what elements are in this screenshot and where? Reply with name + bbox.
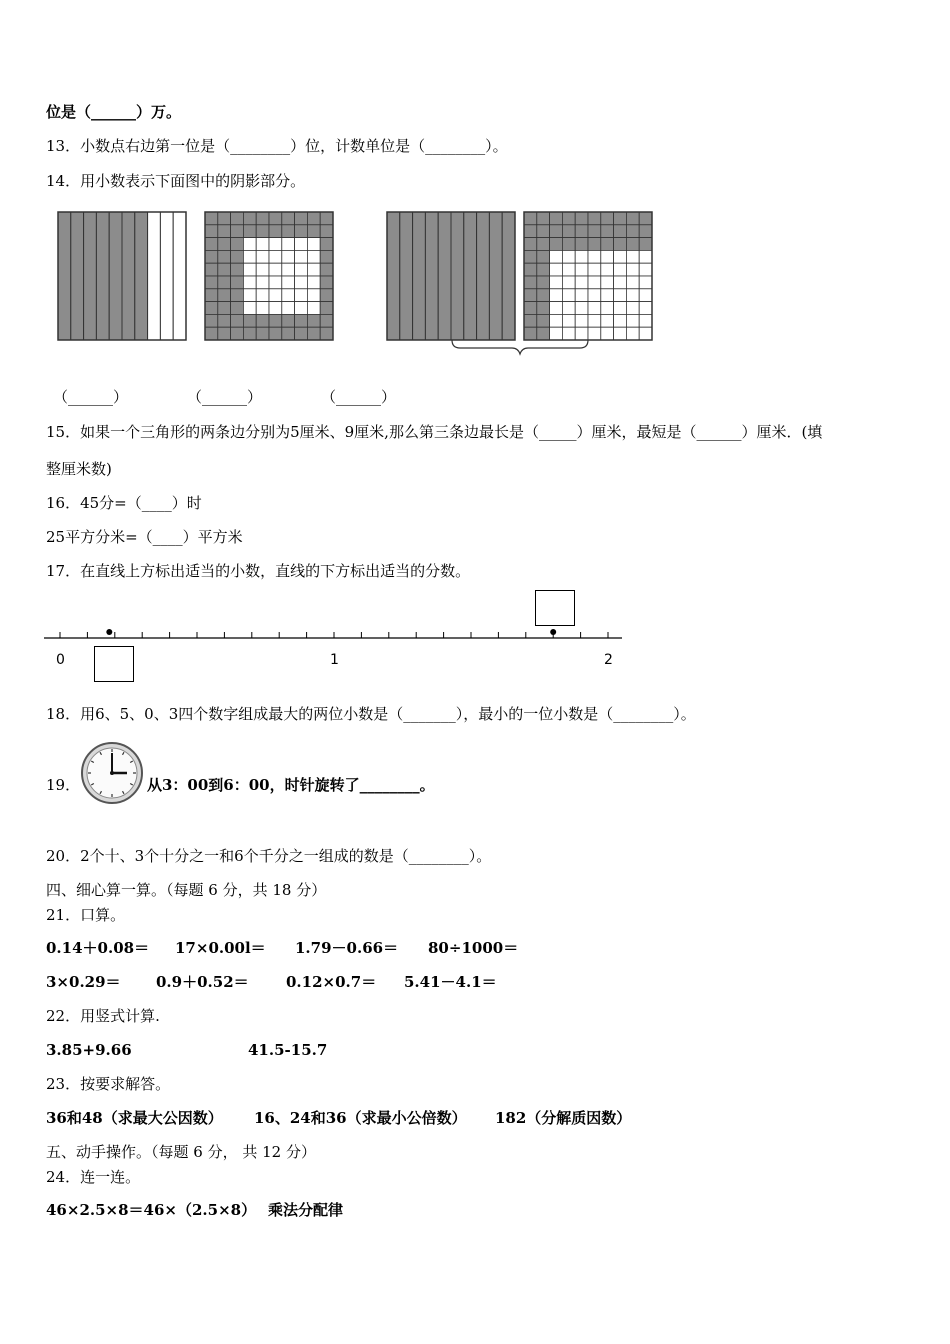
grid-cell [205, 225, 218, 238]
grid-cell [626, 327, 639, 340]
grid-cell [550, 225, 563, 238]
q19-text: 从3：00到6：00，时针旋转了________。 [147, 776, 435, 794]
q12-tail: 位是（______）万。 [46, 103, 182, 121]
grid-cell [562, 276, 575, 289]
tenths-strip-figure-1 [58, 212, 186, 340]
number-line-label-1: 1 [330, 652, 339, 668]
grid-cell [575, 225, 588, 238]
grid-cell [205, 302, 218, 315]
q16-text: 16．45分=（____）时 [46, 494, 202, 512]
grid-cell [639, 276, 652, 289]
grid-cell [243, 276, 256, 289]
oral-item: 1.79－0.66＝ [295, 939, 399, 957]
grid-cell [269, 276, 282, 289]
grid-cell [614, 276, 627, 289]
grid-cell [639, 327, 652, 340]
grid-cell [205, 238, 218, 251]
strip-cell [71, 212, 84, 340]
grid-cell [218, 276, 231, 289]
strip-cell [400, 212, 413, 340]
grid-cell [243, 289, 256, 302]
grid-cell [243, 327, 256, 340]
grid-cell [243, 314, 256, 327]
q15-text-cont: 整厘米数) [46, 460, 112, 478]
strip-cell [84, 212, 97, 340]
grid-cell [588, 289, 601, 302]
strip-cell [135, 212, 148, 340]
strip-cell [502, 212, 515, 340]
grid-cell [537, 225, 550, 238]
grid-cell [614, 302, 627, 315]
grid-cell [562, 263, 575, 276]
q24-text: 24．连一连。 [46, 1168, 141, 1186]
oral-item: 17×0.00l＝ [175, 939, 266, 957]
grid-cell [588, 212, 601, 225]
oral-item: 80÷1000＝ [428, 939, 519, 957]
grid-cell [524, 238, 537, 251]
grid-cell [282, 212, 295, 225]
grid-cell [601, 263, 614, 276]
grid-cell [307, 263, 320, 276]
grid-cell [320, 276, 333, 289]
grid-cell [562, 302, 575, 315]
grid-cell [537, 314, 550, 327]
grid-cell [588, 263, 601, 276]
grid-cell [243, 238, 256, 251]
q23-text: 23．按要求解答。 [46, 1075, 171, 1093]
oral-item: 3×0.29＝ [46, 973, 121, 991]
grid-cell [524, 314, 537, 327]
grid-cell [307, 212, 320, 225]
grid-cell [550, 314, 563, 327]
grid-cell [205, 327, 218, 340]
grid-cell [205, 289, 218, 302]
grid-cell [269, 302, 282, 315]
grid-cell [295, 212, 308, 225]
grid-cell [626, 263, 639, 276]
strip-cell [438, 212, 451, 340]
oral-item: 0.12×0.7＝ [286, 973, 377, 991]
grid-cell [614, 327, 627, 340]
grid-cell [295, 314, 308, 327]
q23-item: 36和48（求最大公因数） [46, 1109, 223, 1127]
grid-cell [282, 327, 295, 340]
strip-cell [148, 212, 161, 340]
grid-cell [282, 263, 295, 276]
grid-cell [307, 250, 320, 263]
grid-cell [550, 276, 563, 289]
grid-cell [537, 250, 550, 263]
grid-cell [243, 212, 256, 225]
brace-icon [450, 338, 590, 358]
grid-cell [295, 225, 308, 238]
grid-cell [269, 212, 282, 225]
grid-cell [320, 212, 333, 225]
grid-cell [243, 263, 256, 276]
strip-cell [477, 212, 490, 340]
grid-cell [639, 212, 652, 225]
grid-cell [231, 225, 244, 238]
grid-cell [269, 327, 282, 340]
grid-cell [588, 238, 601, 251]
grid-cell [562, 212, 575, 225]
grid-cell [269, 263, 282, 276]
fraction-answer-box[interactable] [94, 646, 134, 682]
number-line-point [106, 629, 112, 635]
grid-cell [550, 212, 563, 225]
decimal-answer-box[interactable] [535, 590, 575, 626]
grid-cell [307, 238, 320, 251]
grid-cell [639, 289, 652, 302]
grid-cell [231, 263, 244, 276]
grid-cell [320, 250, 333, 263]
grid-cell [256, 302, 269, 315]
q14-answer-3: （______） [321, 388, 397, 406]
grid-cell [282, 289, 295, 302]
grid-cell [307, 289, 320, 302]
grid-cell [537, 263, 550, 276]
grid-cell [282, 225, 295, 238]
grid-cell [231, 276, 244, 289]
grid-cell [307, 276, 320, 289]
grid-cell [601, 225, 614, 238]
grid-cell [537, 289, 550, 302]
strip-cell [160, 212, 173, 340]
grid-cell [320, 302, 333, 315]
grid-cell [243, 250, 256, 263]
q18-text: 18．用6、5、0、3四个数字组成最大的两位小数是（_______），最小的一位小数是（________）。 [46, 705, 696, 723]
grid-cell [601, 250, 614, 263]
grid-cell [218, 225, 231, 238]
grid-cell [269, 314, 282, 327]
q13-text: 13．小数点右边第一位是（________）位，计数单位是（________）。 [46, 137, 508, 155]
grid-cell [295, 327, 308, 340]
grid-cell [320, 263, 333, 276]
grid-cell [601, 289, 614, 302]
grid-cell [614, 238, 627, 251]
strip-cell [109, 212, 122, 340]
grid-cell [588, 225, 601, 238]
grid-cell [562, 225, 575, 238]
grid-cell [639, 238, 652, 251]
grid-cell [295, 250, 308, 263]
grid-cell [639, 314, 652, 327]
grid-cell [524, 225, 537, 238]
strip-cell [58, 212, 71, 340]
grid-cell [218, 327, 231, 340]
hundredths-grid-figure-2 [205, 212, 333, 340]
number-line-point [550, 629, 556, 635]
grid-cell [562, 250, 575, 263]
section-5-heading: 五、动手操作。（每题 6 分， 共 12 分） [46, 1143, 316, 1161]
grid-cell [524, 250, 537, 263]
section-4-heading: 四、细心算一算。（每题 6 分，共 18 分） [46, 881, 327, 899]
grid-cell [601, 276, 614, 289]
grid-cell [524, 302, 537, 315]
q16-text-2: 25平方分米=（____）平方米 [46, 528, 243, 546]
grid-cell [601, 314, 614, 327]
strip-cell [425, 212, 438, 340]
grid-cell [218, 250, 231, 263]
grid-cell [614, 250, 627, 263]
grid-cell [626, 225, 639, 238]
grid-cell [614, 225, 627, 238]
grid-cell [537, 302, 550, 315]
grid-cell [295, 276, 308, 289]
grid-cell [601, 238, 614, 251]
grid-cell [307, 302, 320, 315]
q23-item: 182（分解质因数） [495, 1109, 632, 1127]
grid-cell [524, 289, 537, 302]
grid-cell [218, 238, 231, 251]
grid-cell [269, 250, 282, 263]
tenths-strip-figure-3a [387, 212, 515, 340]
grid-cell [269, 225, 282, 238]
q23-item: 16、24和36（求最小公倍数） [254, 1109, 467, 1127]
grid-cell [524, 276, 537, 289]
q24-law: 乘法分配律 [268, 1201, 344, 1219]
strip-cell [122, 212, 135, 340]
strip-cell [173, 212, 186, 340]
grid-cell [537, 238, 550, 251]
grid-cell [626, 276, 639, 289]
grid-cell [575, 302, 588, 315]
grid-cell [295, 263, 308, 276]
grid-cell [550, 302, 563, 315]
grid-cell [231, 238, 244, 251]
grid-cell [256, 289, 269, 302]
grid-cell [614, 263, 627, 276]
grid-cell [256, 314, 269, 327]
grid-cell [601, 302, 614, 315]
q24-expression: 46×2.5×8＝46×（2.5×8） [46, 1201, 257, 1219]
grid-cell [205, 212, 218, 225]
grid-cell [550, 289, 563, 302]
grid-cell [601, 327, 614, 340]
grid-cell [626, 314, 639, 327]
grid-cell [256, 263, 269, 276]
grid-cell [320, 238, 333, 251]
grid-cell [562, 314, 575, 327]
grid-cell [575, 276, 588, 289]
grid-cell [562, 289, 575, 302]
grid-cell [269, 238, 282, 251]
q14-answer-2: （______） [187, 388, 263, 406]
grid-cell [626, 289, 639, 302]
grid-cell [231, 327, 244, 340]
grid-cell [639, 225, 652, 238]
strip-cell [451, 212, 464, 340]
grid-cell [231, 314, 244, 327]
grid-cell [282, 302, 295, 315]
grid-cell [205, 314, 218, 327]
grid-cell [231, 212, 244, 225]
grid-cell [575, 212, 588, 225]
grid-cell [231, 289, 244, 302]
oral-item: 5.41－4.1＝ [404, 973, 497, 991]
grid-cell [614, 289, 627, 302]
grid-cell [550, 250, 563, 263]
grid-cell [218, 289, 231, 302]
q15-text: 15．如果一个三角形的两条边分别为5厘米、9厘米,那么第三条边最长是（_____）厘米，最短是（______）厘米．(填 [46, 423, 823, 441]
clock-icon [80, 741, 144, 805]
number-line-label-0: 0 [56, 652, 65, 668]
grid-cell [256, 212, 269, 225]
strip-cell [96, 212, 109, 340]
grid-cell [575, 289, 588, 302]
grid-cell [295, 289, 308, 302]
strip-cell [464, 212, 477, 340]
grid-cell [218, 263, 231, 276]
vertical-calc-item: 41.5-15.7 [248, 1041, 328, 1059]
grid-cell [231, 302, 244, 315]
grid-cell [626, 250, 639, 263]
grid-cell [588, 314, 601, 327]
grid-cell [562, 238, 575, 251]
grid-cell [269, 289, 282, 302]
grid-cell [320, 314, 333, 327]
grid-cell [626, 302, 639, 315]
grid-cell [218, 314, 231, 327]
grid-cell [550, 263, 563, 276]
grid-cell [256, 276, 269, 289]
grid-cell [282, 276, 295, 289]
grid-cell [243, 302, 256, 315]
q20-text: 20．2个十、3个十分之一和6个千分之一组成的数是（________）。 [46, 847, 492, 865]
q17-text: 17．在直线上方标出适当的小数，直线的下方标出适当的分数。 [46, 562, 471, 580]
grid-cell [575, 238, 588, 251]
grid-cell [307, 225, 320, 238]
grid-cell [307, 327, 320, 340]
grid-cell [282, 250, 295, 263]
grid-cell [575, 263, 588, 276]
grid-cell [614, 212, 627, 225]
grid-cell [626, 238, 639, 251]
grid-cell [307, 314, 320, 327]
grid-cell [550, 238, 563, 251]
grid-cell [205, 276, 218, 289]
grid-cell [320, 327, 333, 340]
grid-cell [205, 263, 218, 276]
grid-cell [295, 238, 308, 251]
grid-cell [524, 263, 537, 276]
q19-number: 19． [46, 776, 81, 794]
strip-cell [413, 212, 426, 340]
number-line-label-2: 2 [604, 652, 613, 668]
strip-cell [489, 212, 502, 340]
grid-cell [256, 238, 269, 251]
grid-cell [575, 314, 588, 327]
grid-cell [601, 212, 614, 225]
oral-item: 0.14＋0.08＝ [46, 939, 150, 957]
grid-cell [320, 225, 333, 238]
grid-cell [639, 302, 652, 315]
grid-cell [639, 263, 652, 276]
grid-cell [320, 289, 333, 302]
grid-cell [588, 276, 601, 289]
hundredths-grid-figure-3b [524, 212, 652, 340]
grid-cell [295, 302, 308, 315]
grid-cell [588, 250, 601, 263]
number-line [44, 625, 624, 645]
grid-cell [218, 212, 231, 225]
grid-cell [282, 238, 295, 251]
q21-text: 21．口算。 [46, 906, 126, 924]
grid-cell [256, 250, 269, 263]
grid-cell [537, 276, 550, 289]
q14-text: 14．用小数表示下面图中的阴影部分。 [46, 172, 306, 190]
grid-cell [639, 250, 652, 263]
grid-cell [588, 302, 601, 315]
grid-cell [524, 212, 537, 225]
strip-cell [387, 212, 400, 340]
grid-cell [626, 212, 639, 225]
grid-cell [205, 250, 218, 263]
grid-cell [575, 250, 588, 263]
grid-cell [614, 314, 627, 327]
oral-item: 0.9＋0.52＝ [156, 973, 249, 991]
grid-cell [282, 314, 295, 327]
grid-cell [218, 302, 231, 315]
q22-text: 22．用竖式计算. [46, 1007, 160, 1025]
grid-cell [256, 225, 269, 238]
grid-cell [537, 212, 550, 225]
grid-cell [256, 327, 269, 340]
grid-cell [231, 250, 244, 263]
q14-answer-1: （______） [53, 388, 129, 406]
vertical-calc-item: 3.85+9.66 [46, 1041, 132, 1059]
grid-cell [243, 225, 256, 238]
